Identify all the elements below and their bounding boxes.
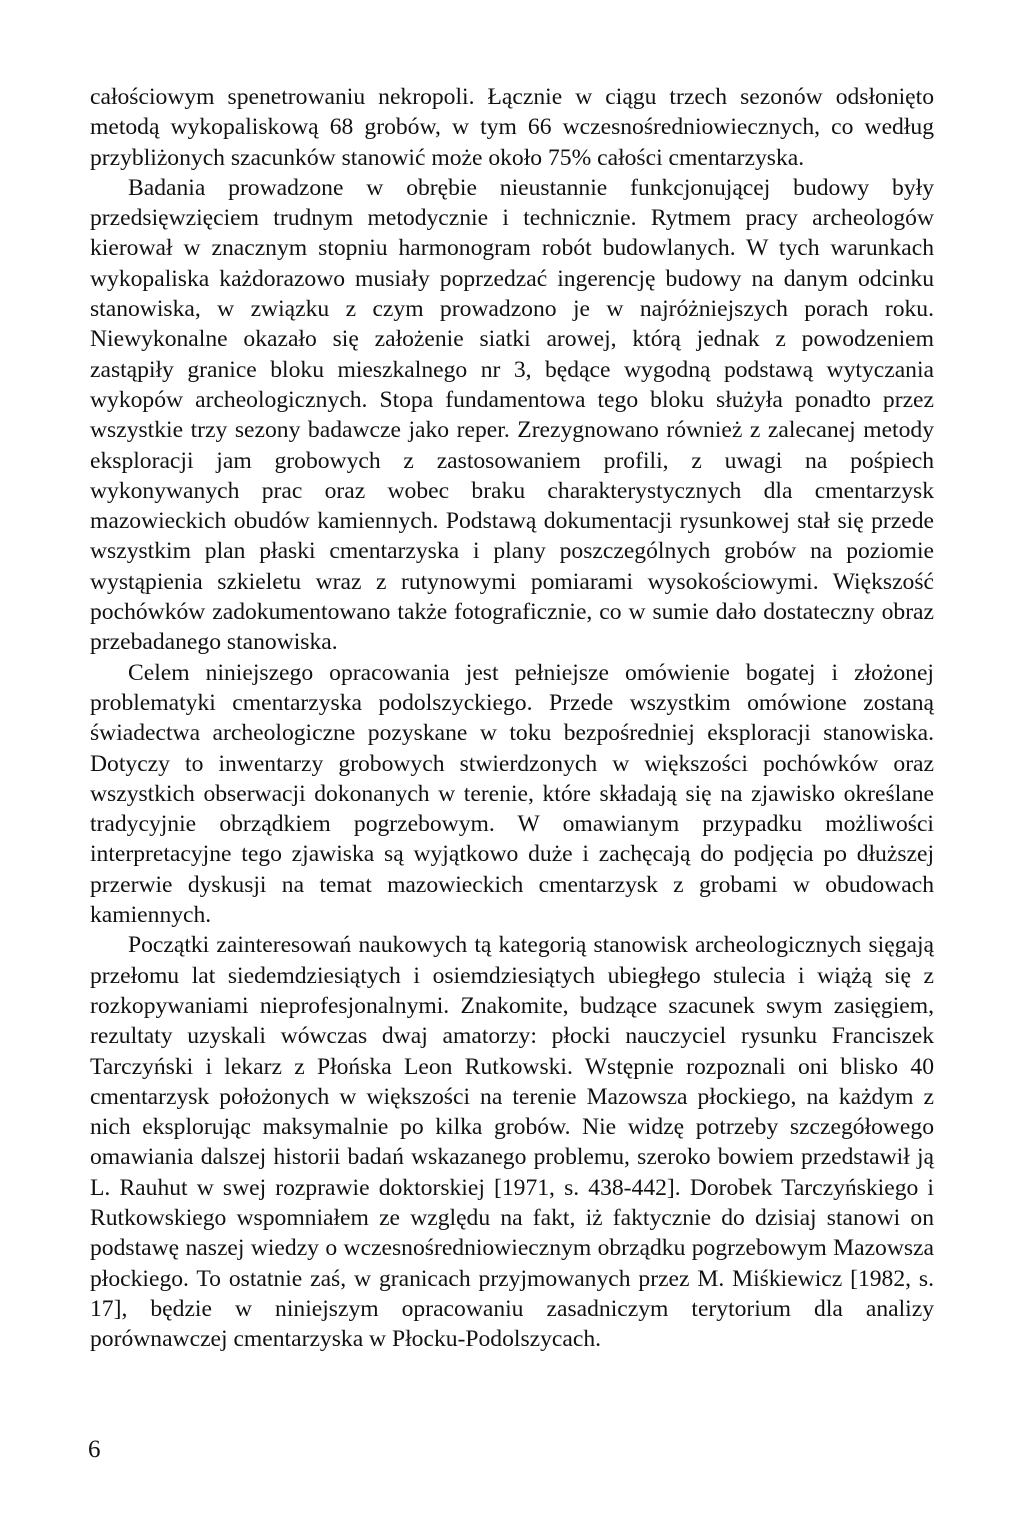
paragraph-research-conditions: Badania prowadzone w obrębie nieustannie funkcjonującej budowy były przedsięwzięciem trudnym metodycznie i technicznie. Rytmem pracy archeologów kierował w znacznym stopniu harmonogram robót budowlanych. W tych warunkach wykopaliska każdorazowo musiały poprzedzać ingerencję budowy na danym odcinku stanowiska, w związku z czym prowadzono je w najróżniejszych porach roku. Niewykonalne okazało się założenie siatki arowej, którą jednak z powodzeniem zastąpiły granice bloku mieszkalnego nr 3, będące wygodną podstawą wytyczania wykopów archeologicznych. Stopa fundamentowa tego bloku służyła ponadto przez wszystkie trzy sezony badawcze jako reper. Zrezygnowano również z zalecanej metody eksploracji jam grobowych z zastosowaniem profili, z uwagi na pośpiech wykonywanych prac oraz wobec braku charakterystycznych dla cmentarzysk mazowieckich obudów kamiennych. Podstawą dokumentacji rysunkowej stał się przede wszystkim plan płaski cmentarzyska i plany poszczególnych grobów na poziomie wystąpienia szkieletu wraz z rutynowymi pomiarami wysokościowymi. Większość pochówków zadokumentowano także fotograficznie, co w sumie dało dostateczny obraz przebadanego stanowiska.: [90, 174, 934, 656]
paragraph-research-history: Początki zainteresowań naukowych tą kategorią stanowisk archeologicznych sięgają przełomu lat siedemdziesiątych i osiemdziesiątych ubiegłego stulecia i wiążą się z rozkopywaniami nieprofesjonalnymi. Znakomite, budzące szacunek swym zasięgiem, rezultaty uzyskali wówczas dwaj amatorzy: płocki nauczyciel rysunku Franciszek Tarczyński i lekarz z Płońska Leon Rutkowski. Wstępnie rozpoznali oni blisko 40 cmentarzysk położonych w większości na terenie Mazowsza płockiego, na każdym z nich eksplorując maksymalnie po kilka grobów. Nie widzę potrzeby szczegółowego omawiania dalszej historii badań wskazanego problemu, szeroko bowiem przedstawił ją L. Rauhut w swej rozprawie doktorskiej [1971, s. 438-442]. Dorobek Tarczyńskiego i Rutkowskiego wspomniałem ze względu na fakt, iż faktycznie do dzisiaj stanowi on podstawę naszej wiedzy o wczesnośredniowiecznym obrządku pogrzebowym Mazowsza płockiego. To ostatnie zaś, w granicach przyjmowanych przez M. Miśkiewicz [1982, s. 17], będzie w niniejszym opracowaniu zasadniczym terytorium dla analizy porównawczej cmentarzyska w Płocku-Podolszycach.: [90, 932, 934, 1353]
paragraph-study-aim: Celem niniejszego opracowania jest pełniejsze omówienie bogatej i złożonej problematyki cmentarzyska podolszyckiego. Przede wszystkim omówione zostaną świadectwa archeologiczne pozyskane w toku bezpośredniej eksploracji stanowiska. Dotyczy to inwentarzy grobowych stwierdzonych w większości pochówków oraz wszystkich obserwacji dokonanych w terenie, które składają się na zjawisko określane tradycyjnie obrządkiem pogrzebowym. W omawianym przypadku możliwości interpretacyjne tego zjawiska są wyjątkowo duże i zachęcają do podjęcia po dłuższej przerwie dyskusji na temat mazowieckich cmentarzysk z grobami w obudowach kamiennych.: [90, 659, 934, 929]
paragraph-continued: całościowym spenetrowaniu nekropoli. Łącznie w ciągu trzech sezonów odsłonięto metodą wykopaliskową 68 grobów, w tym 66 wczesnośredniowiecznych, co według przybliżonych szacunków stanowić może około 75% całości cmentarzyska.: [90, 84, 934, 171]
page-body: [90, 82, 934, 1354]
page-number: 6: [88, 1436, 101, 1463]
